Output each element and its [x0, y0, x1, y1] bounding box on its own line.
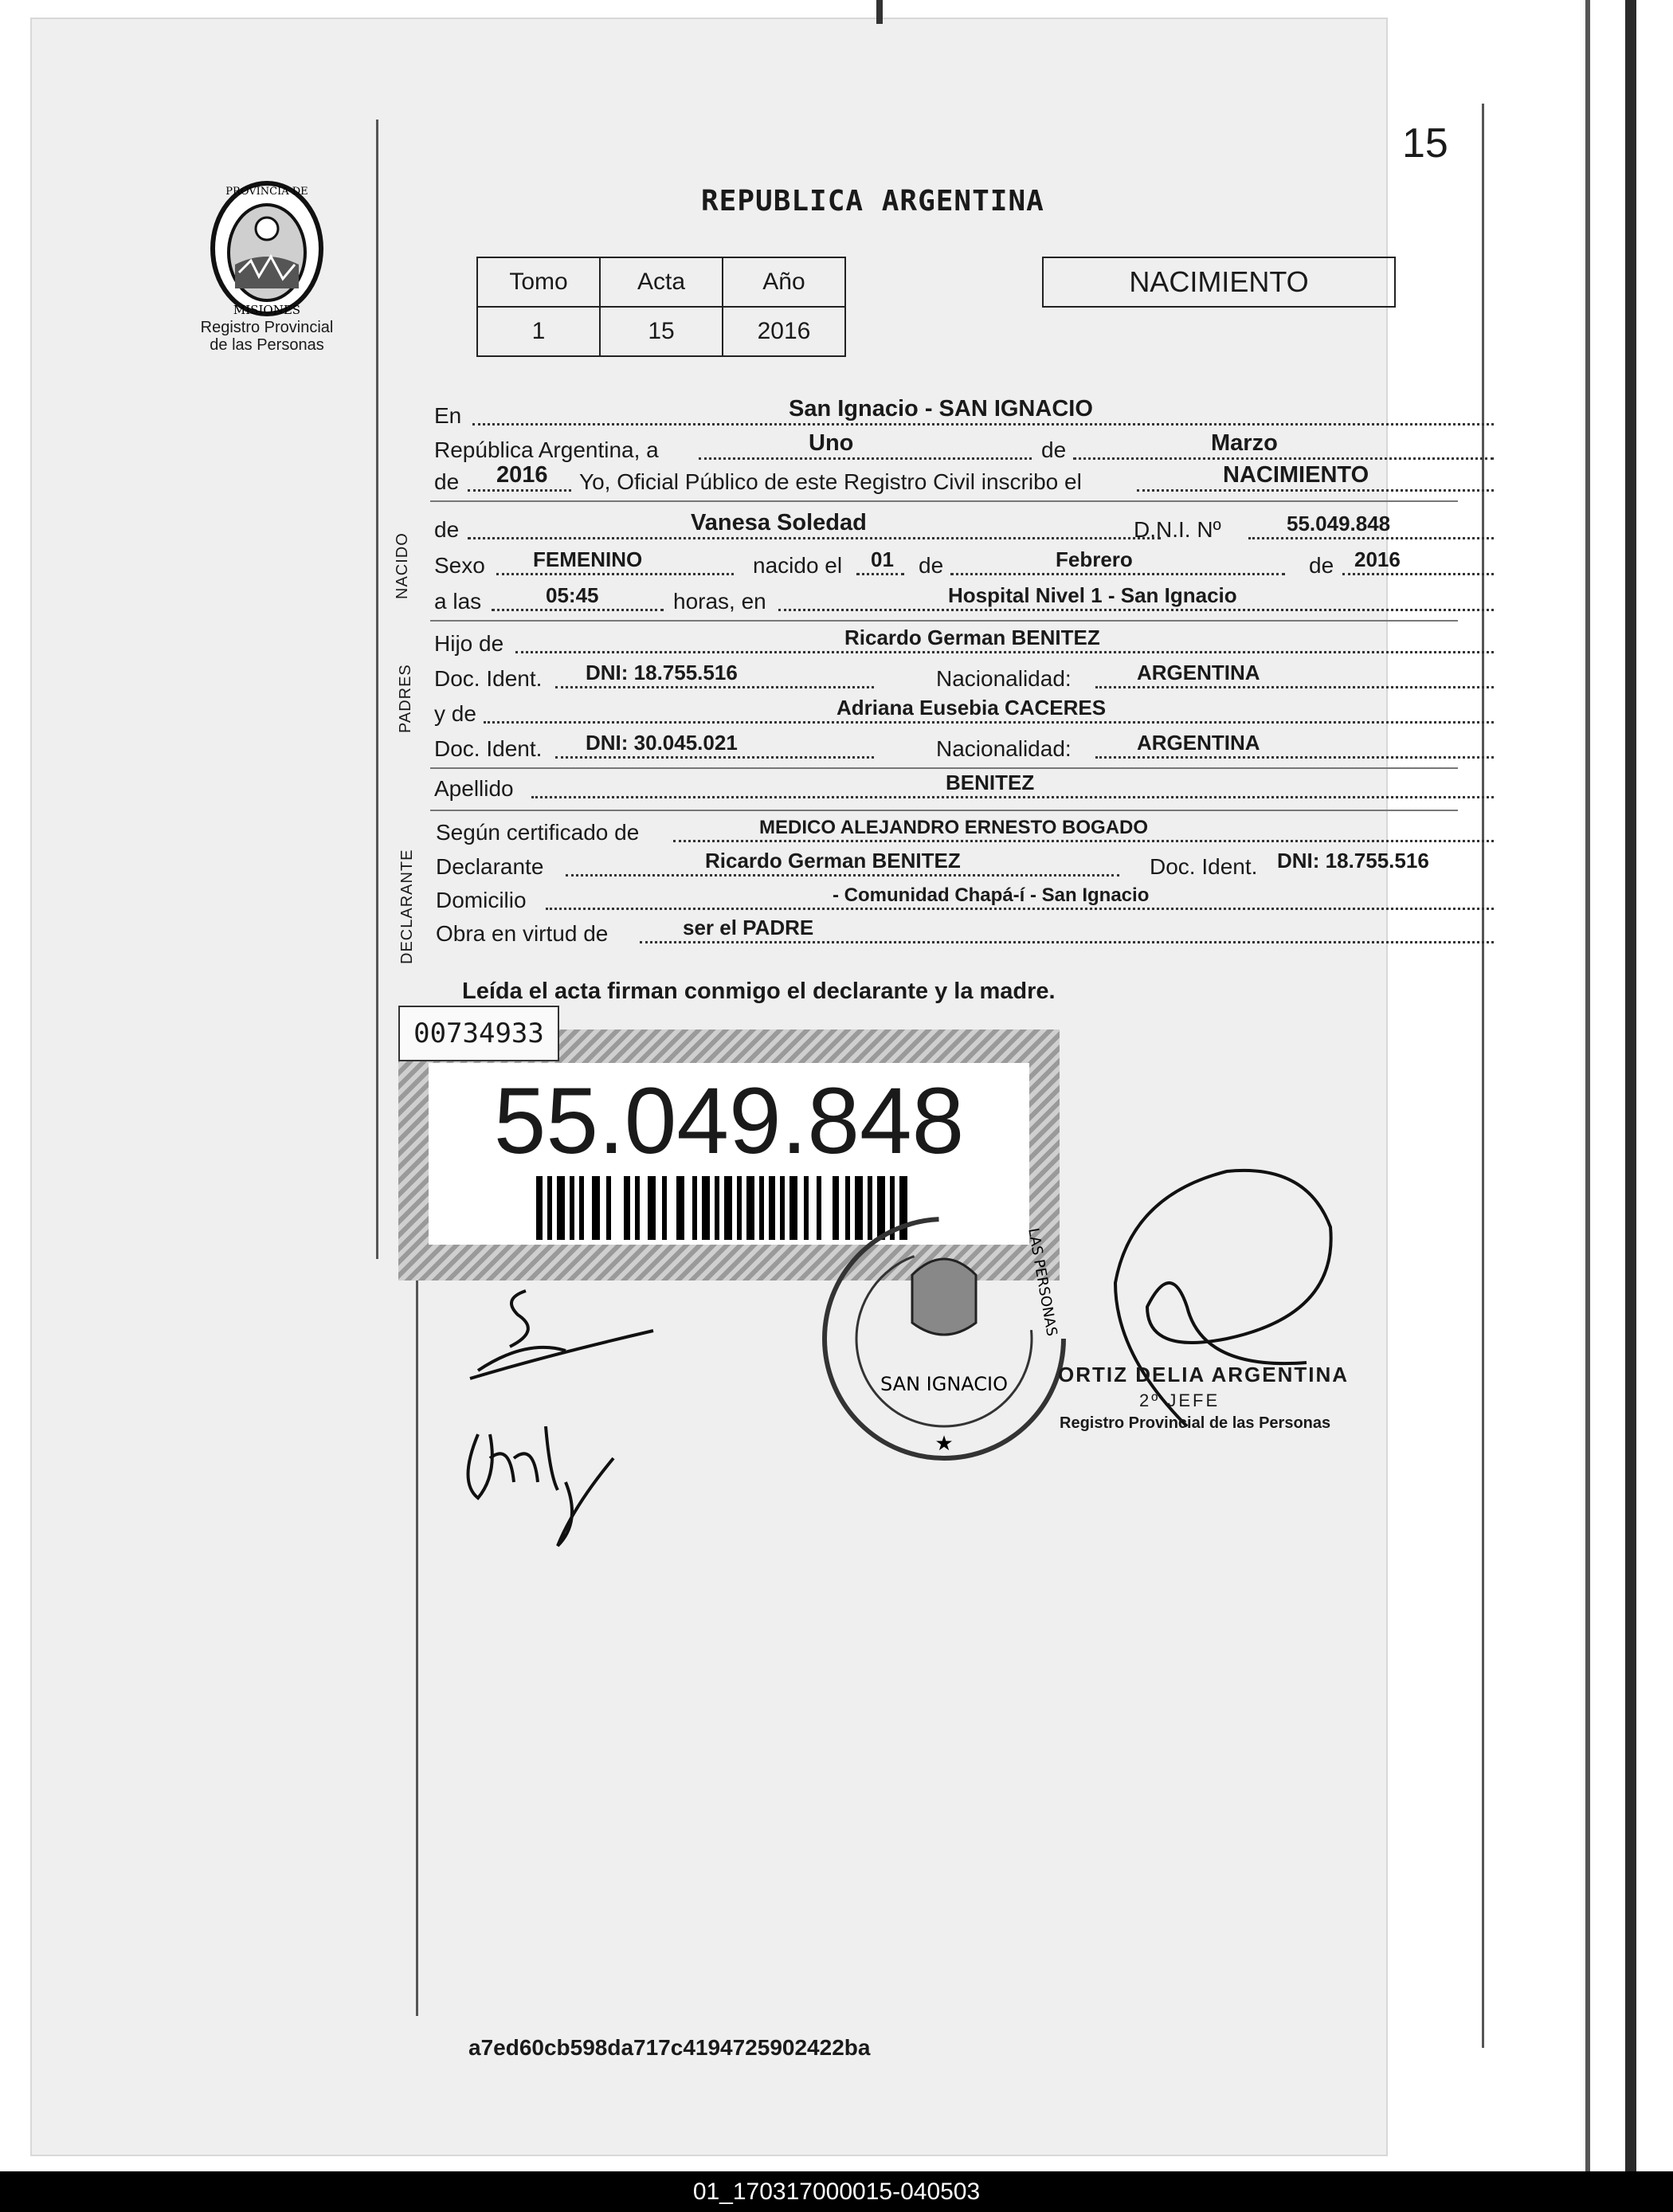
row-hora — [434, 583, 1462, 618]
header-acta: Acta — [600, 257, 723, 307]
label-de-year: de — [434, 469, 460, 494]
label-padre-nac: Nacionalidad: — [936, 666, 1072, 691]
value-lugar: Hospital Nivel 1 - San Ignacio — [948, 583, 1237, 607]
label-madre-doc: Doc. Ident. — [434, 736, 543, 761]
label-declarante: Declarante — [436, 854, 544, 879]
value-acta: 15 — [600, 307, 723, 356]
logo-text-top: PROVINCIA DE — [225, 186, 308, 198]
row-certificado — [434, 817, 1462, 849]
label-en: En — [434, 403, 462, 428]
registry-line-2: de las Personas — [210, 336, 324, 354]
row-sexo — [434, 547, 1462, 582]
row-lugar — [434, 396, 1462, 432]
value-madre: Adriana Eusebia CACERES — [836, 696, 1107, 720]
divider-2 — [430, 620, 1458, 622]
sticker-dni: 55.049.848 — [493, 1069, 965, 1174]
label-nacido-el: nacido el — [753, 553, 843, 578]
file-id-bar: 01_170317000015-040503 — [0, 2171, 1673, 2212]
label-sexo: Sexo — [434, 553, 485, 578]
label-padre-doc: Doc. Ident. — [434, 666, 543, 691]
label-a-las: a las — [434, 589, 482, 614]
left-rule — [376, 120, 378, 1259]
record-type-box: NACIMIENTO — [1042, 257, 1396, 308]
row-domicilio — [434, 884, 1462, 916]
label-domicilio: Domicilio — [436, 888, 527, 912]
page-number: 15 — [1402, 120, 1448, 167]
value-madre-nac: ARGENTINA — [1137, 731, 1260, 755]
seal-text: SAN IGNACIO — [880, 1373, 1009, 1395]
document-hash: a7ed60cb598da717c4194725902422ba — [468, 2035, 871, 2060]
top-mark — [876, 0, 883, 24]
label-certificado: Según certificado de — [436, 820, 640, 845]
value-certificado: MEDICO ALEJANDRO ERNESTO BOGADO — [759, 817, 1149, 838]
value-hora: 05:45 — [546, 583, 599, 607]
row-padre — [434, 628, 1462, 660]
value-day: Uno — [809, 430, 854, 456]
side-declarante: DECLARANTE — [398, 849, 416, 964]
label-republica: República Argentina, a — [434, 437, 659, 462]
seal-outer-text: LAS PERSONAS — [1025, 1226, 1060, 1338]
value-month: Marzo — [1211, 430, 1278, 456]
official-name: ORTIZ DELIA ARGENTINA — [1058, 1363, 1350, 1386]
seal-star-icon: ★ — [934, 1432, 954, 1456]
signature-madre — [454, 1410, 669, 1554]
value-ano: 2016 — [723, 307, 845, 356]
row-inscribe — [434, 462, 1462, 498]
value-domicilio: - Comunidad Chapá-í - San Ignacio — [833, 884, 1150, 906]
misiones-coat-of-arms — [203, 177, 331, 320]
document-title: REPUBLICA ARGENTINA — [701, 185, 1044, 218]
row-madre — [434, 698, 1462, 730]
label-hijo: Hijo de — [434, 631, 504, 656]
divider-4 — [430, 810, 1458, 811]
label-horas: horas, en — [673, 589, 766, 614]
label-yo: Yo, Oficial Público de este Registro Civil inscribo el — [579, 469, 1082, 494]
header-ano: Año — [723, 257, 845, 307]
row-fecha — [434, 430, 1462, 466]
value-tomo: 1 — [477, 307, 600, 356]
row-declarante — [434, 851, 1462, 883]
left-rule-lower — [416, 1275, 418, 2016]
official-office: Registro Provincial de las Personas — [1060, 1414, 1331, 1432]
value-birth-year: 2016 — [1354, 547, 1401, 571]
value-padre-nac: ARGENTINA — [1137, 661, 1260, 684]
closing-text: Leída el acta firman conmigo el declarante y la madre. — [462, 979, 1056, 1004]
label-birth-de2: de — [1309, 553, 1334, 578]
value-padre: Ricardo German BENITEZ — [844, 626, 1100, 649]
row-obra — [434, 918, 1462, 950]
page-edge — [1585, 0, 1590, 2171]
label-birth-de: de — [919, 553, 944, 578]
label-dni: D.N.I. Nº — [1134, 517, 1221, 542]
value-nombre: Vanesa Soledad — [691, 510, 867, 535]
value-madre-doc: DNI: 30.045.021 — [586, 731, 738, 755]
value-declarante: Ricardo German BENITEZ — [705, 849, 961, 873]
value-dni: 55.049.848 — [1287, 512, 1391, 535]
value-place: San Ignacio - SAN IGNACIO — [789, 396, 1093, 422]
serial-number: 00734933 — [398, 1006, 559, 1061]
value-birth-day: 01 — [871, 547, 894, 571]
value-padre-doc: DNI: 18.755.516 — [586, 661, 738, 684]
divider-1 — [430, 500, 1458, 502]
value-inscribe: NACIMIENTO — [1223, 462, 1369, 488]
value-sexo: FEMENINO — [533, 547, 643, 571]
label-de: de — [1041, 437, 1067, 462]
row-padre-doc — [434, 663, 1462, 695]
divider-3 — [430, 767, 1458, 769]
label-yde: y de — [434, 701, 476, 726]
value-apellido: BENITEZ — [946, 771, 1035, 794]
value-birth-month: Febrero — [1056, 547, 1133, 571]
signature-declarante — [454, 1283, 677, 1386]
row-madre-doc — [434, 733, 1462, 765]
row-nombre — [434, 510, 1462, 546]
page-edge-dark — [1625, 0, 1636, 2171]
value-year: 2016 — [496, 462, 548, 488]
label-nombre: de — [434, 517, 460, 542]
registry-line-1: Registro Provincial — [200, 319, 334, 336]
label-decl-doc: Doc. Ident. — [1150, 854, 1258, 879]
record-table — [476, 257, 846, 357]
header-tomo: Tomo — [477, 257, 600, 307]
official-role: 2º JEFE — [1139, 1390, 1220, 1410]
side-nacido: NACIDO — [394, 532, 411, 599]
row-apellido — [434, 773, 1462, 805]
label-apellido: Apellido — [434, 776, 514, 801]
registry-caption — [175, 319, 358, 354]
label-obra: Obra en virtud de — [436, 921, 609, 946]
official-seal — [817, 1211, 1072, 1466]
value-decl-doc: DNI: 18.755.516 — [1277, 849, 1429, 873]
logo-text-bottom: MISIONES — [233, 303, 301, 317]
side-padres: PADRES — [397, 664, 414, 733]
value-obra: ser el PADRE — [683, 916, 814, 939]
right-rule — [1482, 104, 1484, 2048]
label-madre-nac: Nacionalidad: — [936, 736, 1072, 761]
